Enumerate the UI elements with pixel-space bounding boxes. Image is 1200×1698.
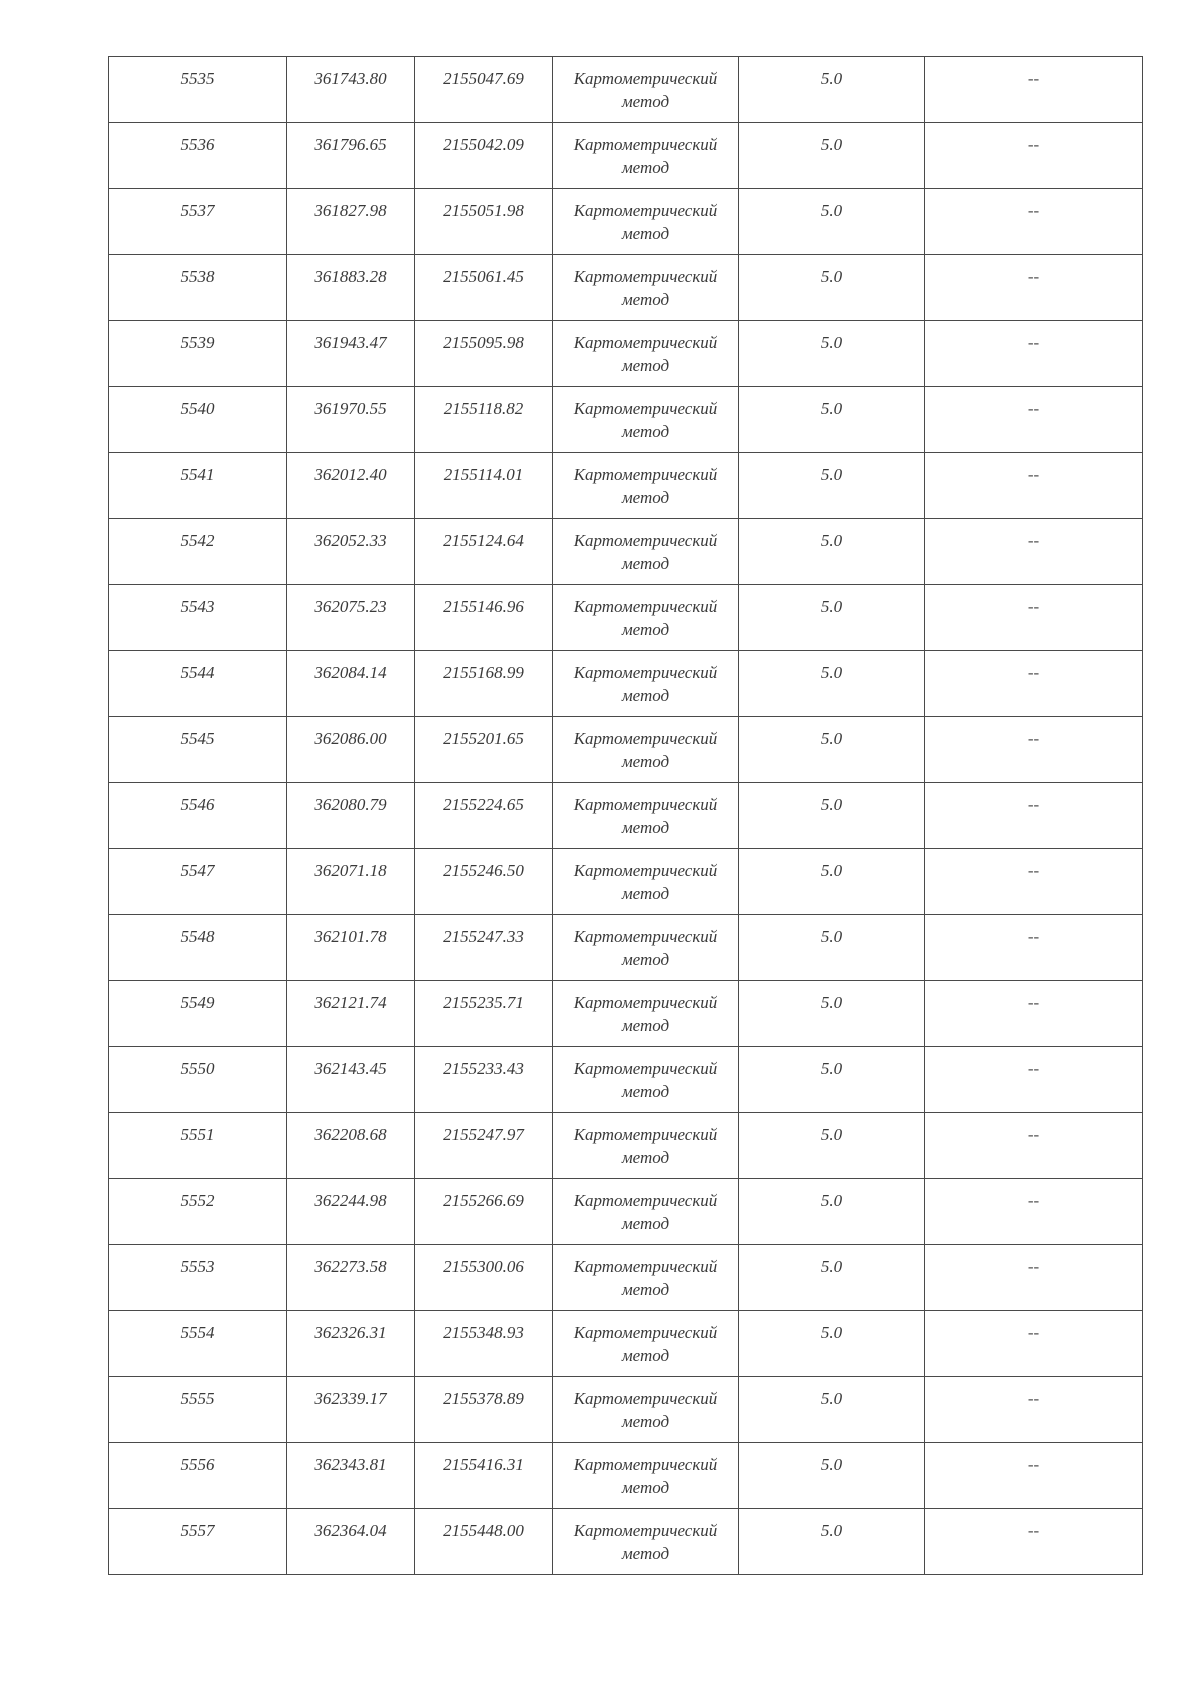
table-row (109, 255, 1143, 321)
x-coordinate-cell: 361796.65 (287, 123, 415, 189)
accuracy-cell: 5.0 (739, 783, 925, 849)
point-number-cell: 5545 (109, 717, 287, 783)
y-coordinate-cell: 2155124.64 (415, 519, 553, 585)
y-coordinate-cell: 2155168.99 (415, 651, 553, 717)
point-number-cell: 5539 (109, 321, 287, 387)
table-row (109, 387, 1143, 453)
y-coordinate-cell: 2155233.43 (415, 1047, 553, 1113)
y-coordinate-cell: 2155114.01 (415, 453, 553, 519)
x-coordinate-cell: 362244.98 (287, 1179, 415, 1245)
method-cell: Картометрический метод (553, 585, 739, 651)
table-row (109, 915, 1143, 981)
point-number-cell: 5554 (109, 1311, 287, 1377)
note-cell: -- (925, 189, 1143, 255)
method-cell: Картометрический метод (553, 1179, 739, 1245)
table-row (109, 1245, 1143, 1311)
table-row (109, 123, 1143, 189)
note-cell: -- (925, 387, 1143, 453)
y-coordinate-cell: 2155051.98 (415, 189, 553, 255)
accuracy-cell: 5.0 (739, 1245, 925, 1311)
note-cell: -- (925, 1179, 1143, 1245)
x-coordinate-cell: 361943.47 (287, 321, 415, 387)
table-row (109, 1113, 1143, 1179)
table-row (109, 585, 1143, 651)
method-cell: Картометрический метод (553, 387, 739, 453)
y-coordinate-cell: 2155047.69 (415, 57, 553, 123)
note-cell: -- (925, 717, 1143, 783)
y-coordinate-cell: 2155061.45 (415, 255, 553, 321)
y-coordinate-cell: 2155235.71 (415, 981, 553, 1047)
note-cell: -- (925, 1311, 1143, 1377)
note-cell: -- (925, 1377, 1143, 1443)
table-row (109, 1443, 1143, 1509)
note-cell: -- (925, 321, 1143, 387)
table-row (109, 57, 1143, 123)
accuracy-cell: 5.0 (739, 981, 925, 1047)
y-coordinate-cell: 2155378.89 (415, 1377, 553, 1443)
point-number-cell: 5552 (109, 1179, 287, 1245)
method-cell: Картометрический метод (553, 453, 739, 519)
method-cell: Картометрический метод (553, 57, 739, 123)
x-coordinate-cell: 361743.80 (287, 57, 415, 123)
coordinates-table (108, 56, 1143, 1575)
note-cell: -- (925, 1443, 1143, 1509)
accuracy-cell: 5.0 (739, 1443, 925, 1509)
y-coordinate-cell: 2155246.50 (415, 849, 553, 915)
point-number-cell: 5544 (109, 651, 287, 717)
x-coordinate-cell: 362121.74 (287, 981, 415, 1047)
x-coordinate-cell: 362052.33 (287, 519, 415, 585)
y-coordinate-cell: 2155042.09 (415, 123, 553, 189)
accuracy-cell: 5.0 (739, 255, 925, 321)
accuracy-cell: 5.0 (739, 915, 925, 981)
y-coordinate-cell: 2155266.69 (415, 1179, 553, 1245)
table-row (109, 717, 1143, 783)
x-coordinate-cell: 362343.81 (287, 1443, 415, 1509)
point-number-cell: 5550 (109, 1047, 287, 1113)
method-cell: Картометрический метод (553, 1245, 739, 1311)
note-cell: -- (925, 453, 1143, 519)
table-row (109, 1311, 1143, 1377)
point-number-cell: 5553 (109, 1245, 287, 1311)
table-row (109, 849, 1143, 915)
method-cell: Картометрический метод (553, 1311, 739, 1377)
accuracy-cell: 5.0 (739, 57, 925, 123)
point-number-cell: 5541 (109, 453, 287, 519)
point-number-cell: 5551 (109, 1113, 287, 1179)
accuracy-cell: 5.0 (739, 519, 925, 585)
table-row (109, 321, 1143, 387)
note-cell: -- (925, 1509, 1143, 1575)
accuracy-cell: 5.0 (739, 651, 925, 717)
point-number-cell: 5556 (109, 1443, 287, 1509)
note-cell: -- (925, 1047, 1143, 1113)
accuracy-cell: 5.0 (739, 849, 925, 915)
accuracy-cell: 5.0 (739, 1509, 925, 1575)
x-coordinate-cell: 362143.45 (287, 1047, 415, 1113)
point-number-cell: 5540 (109, 387, 287, 453)
method-cell: Картометрический метод (553, 123, 739, 189)
note-cell: -- (925, 981, 1143, 1047)
point-number-cell: 5538 (109, 255, 287, 321)
x-coordinate-cell: 362101.78 (287, 915, 415, 981)
point-number-cell: 5542 (109, 519, 287, 585)
point-number-cell: 5557 (109, 1509, 287, 1575)
method-cell: Картометрический метод (553, 1047, 739, 1113)
table-row (109, 1179, 1143, 1245)
accuracy-cell: 5.0 (739, 1377, 925, 1443)
method-cell: Картометрический метод (553, 1509, 739, 1575)
method-cell: Картометрический метод (553, 981, 739, 1047)
accuracy-cell: 5.0 (739, 387, 925, 453)
x-coordinate-cell: 362012.40 (287, 453, 415, 519)
note-cell: -- (925, 783, 1143, 849)
point-number-cell: 5548 (109, 915, 287, 981)
table-row (109, 519, 1143, 585)
accuracy-cell: 5.0 (739, 1311, 925, 1377)
x-coordinate-cell: 361883.28 (287, 255, 415, 321)
point-number-cell: 5547 (109, 849, 287, 915)
method-cell: Картометрический метод (553, 189, 739, 255)
note-cell: -- (925, 849, 1143, 915)
x-coordinate-cell: 362208.68 (287, 1113, 415, 1179)
y-coordinate-cell: 2155416.31 (415, 1443, 553, 1509)
method-cell: Картометрический метод (553, 1113, 739, 1179)
method-cell: Картометрический метод (553, 915, 739, 981)
x-coordinate-cell: 362339.17 (287, 1377, 415, 1443)
note-cell: -- (925, 123, 1143, 189)
note-cell: -- (925, 585, 1143, 651)
table-row (109, 453, 1143, 519)
table-row (109, 981, 1143, 1047)
point-number-cell: 5555 (109, 1377, 287, 1443)
method-cell: Картометрический метод (553, 255, 739, 321)
note-cell: -- (925, 651, 1143, 717)
accuracy-cell: 5.0 (739, 321, 925, 387)
accuracy-cell: 5.0 (739, 1113, 925, 1179)
x-coordinate-cell: 362326.31 (287, 1311, 415, 1377)
point-number-cell: 5535 (109, 57, 287, 123)
x-coordinate-cell: 362273.58 (287, 1245, 415, 1311)
accuracy-cell: 5.0 (739, 1047, 925, 1113)
method-cell: Картометрический метод (553, 1443, 739, 1509)
note-cell: -- (925, 1245, 1143, 1311)
method-cell: Картометрический метод (553, 717, 739, 783)
note-cell: -- (925, 915, 1143, 981)
note-cell: -- (925, 1113, 1143, 1179)
accuracy-cell: 5.0 (739, 189, 925, 255)
x-coordinate-cell: 362086.00 (287, 717, 415, 783)
method-cell: Картометрический метод (553, 1377, 739, 1443)
accuracy-cell: 5.0 (739, 1179, 925, 1245)
table-row (109, 1047, 1143, 1113)
accuracy-cell: 5.0 (739, 123, 925, 189)
method-cell: Картометрический метод (553, 321, 739, 387)
point-number-cell: 5543 (109, 585, 287, 651)
y-coordinate-cell: 2155146.96 (415, 585, 553, 651)
y-coordinate-cell: 2155300.06 (415, 1245, 553, 1311)
x-coordinate-cell: 362084.14 (287, 651, 415, 717)
x-coordinate-cell: 362071.18 (287, 849, 415, 915)
y-coordinate-cell: 2155201.65 (415, 717, 553, 783)
point-number-cell: 5549 (109, 981, 287, 1047)
note-cell: -- (925, 519, 1143, 585)
note-cell: -- (925, 255, 1143, 321)
table-row (109, 1377, 1143, 1443)
y-coordinate-cell: 2155348.93 (415, 1311, 553, 1377)
y-coordinate-cell: 2155095.98 (415, 321, 553, 387)
accuracy-cell: 5.0 (739, 585, 925, 651)
table-row (109, 651, 1143, 717)
y-coordinate-cell: 2155118.82 (415, 387, 553, 453)
table-row (109, 189, 1143, 255)
table-row (109, 783, 1143, 849)
point-number-cell: 5536 (109, 123, 287, 189)
x-coordinate-cell: 361827.98 (287, 189, 415, 255)
y-coordinate-cell: 2155247.33 (415, 915, 553, 981)
method-cell: Картометрический метод (553, 519, 739, 585)
x-coordinate-cell: 362364.04 (287, 1509, 415, 1575)
table-row (109, 1509, 1143, 1575)
x-coordinate-cell: 362080.79 (287, 783, 415, 849)
method-cell: Картометрический метод (553, 651, 739, 717)
coordinates-table-body (109, 57, 1143, 1575)
note-cell: -- (925, 57, 1143, 123)
y-coordinate-cell: 2155247.97 (415, 1113, 553, 1179)
y-coordinate-cell: 2155448.00 (415, 1509, 553, 1575)
x-coordinate-cell: 362075.23 (287, 585, 415, 651)
accuracy-cell: 5.0 (739, 717, 925, 783)
method-cell: Картометрический метод (553, 849, 739, 915)
x-coordinate-cell: 361970.55 (287, 387, 415, 453)
point-number-cell: 5537 (109, 189, 287, 255)
method-cell: Картометрический метод (553, 783, 739, 849)
accuracy-cell: 5.0 (739, 453, 925, 519)
point-number-cell: 5546 (109, 783, 287, 849)
y-coordinate-cell: 2155224.65 (415, 783, 553, 849)
